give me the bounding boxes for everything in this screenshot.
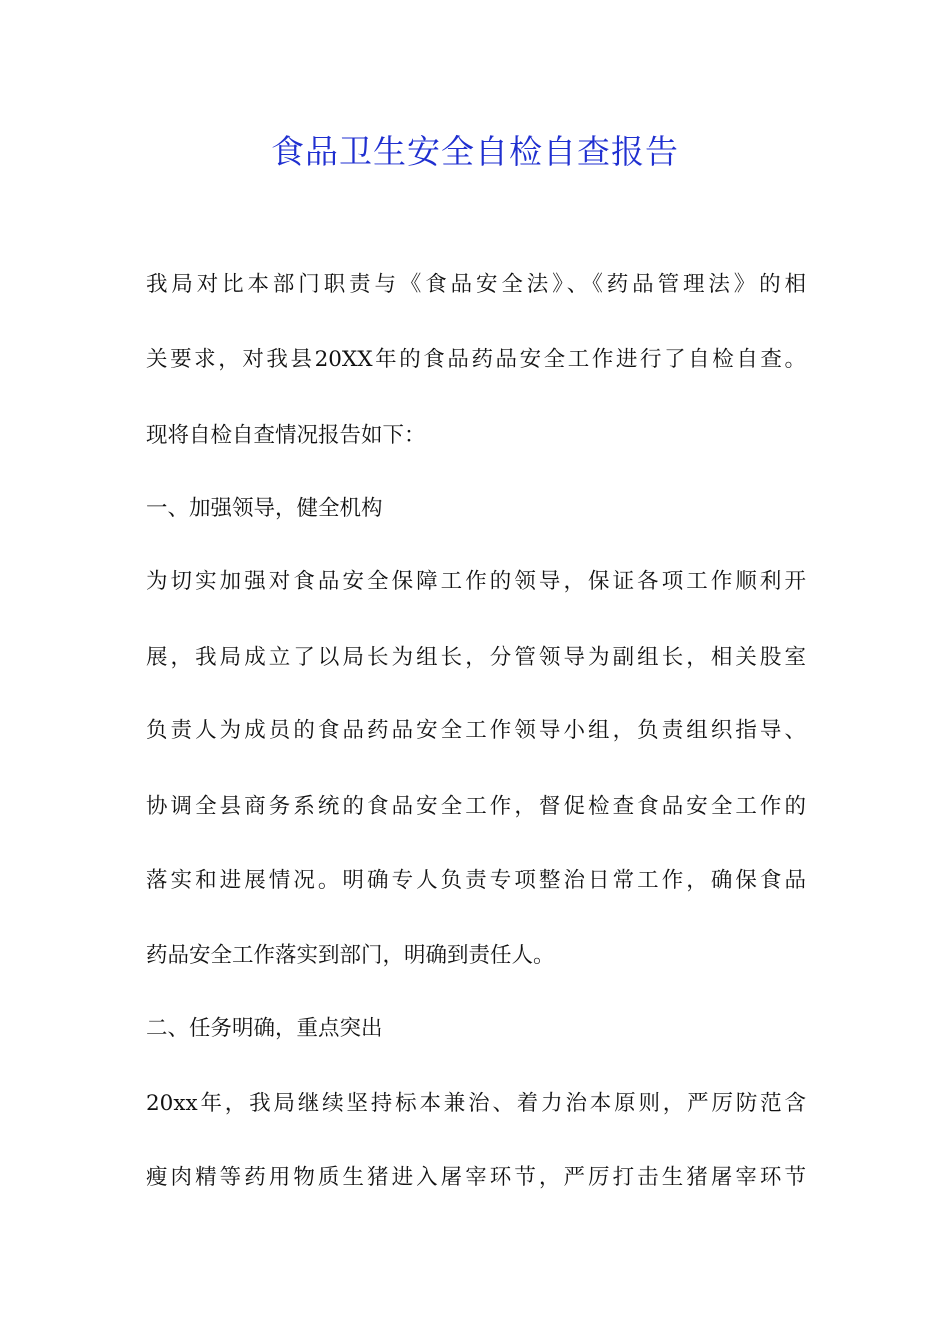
section-heading: 二、任务明确，重点突出: [146, 1016, 383, 1041]
paragraph-line: 我局对比本部门职责与《食品安全法》、《药品管理法》的相: [146, 272, 806, 297]
paragraph-line: 为切实加强对食品安全保障工作的领导，保证各项工作顺利开: [146, 569, 806, 594]
paragraph-line: 瘦肉精等药用物质生猪进入屠宰环节，严厉打击生猪屠宰环节: [146, 1165, 806, 1190]
paragraph-line: 药品安全工作落实到部门，明确到责任人。: [146, 943, 555, 968]
section-heading: 一、加强领导，健全机构: [146, 496, 383, 521]
paragraph-line: 现将自检自查情况报告如下：: [146, 423, 426, 448]
document-title: 食品卫生安全自检自查报告: [271, 132, 679, 171]
paragraph-line: 20xx年，我局继续坚持标本兼治、着力治本原则，严厉防范含: [146, 1091, 806, 1116]
paragraph-line: 负责人为成员的食品药品安全工作领导小组，负责组织指导、: [146, 718, 806, 743]
paragraph-line: 落实和进展情况。明确专人负责专项整治日常工作，确保食品: [146, 868, 806, 893]
paragraph-line: 协调全县商务系统的食品安全工作，督促检查食品安全工作的: [146, 794, 806, 819]
paragraph-line: 展，我局成立了以局长为组长，分管领导为副组长，相关股室: [146, 645, 806, 670]
paragraph-line: 关要求，对我县20XX年的食品药品安全工作进行了自检自查。: [146, 347, 806, 372]
